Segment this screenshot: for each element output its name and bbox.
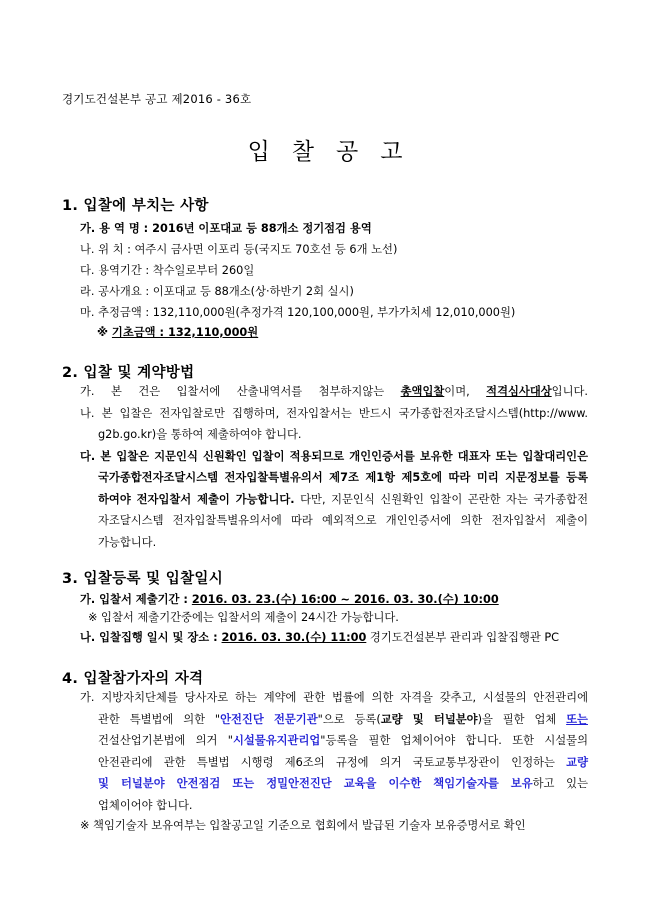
page-title: 입찰공고	[247, 139, 425, 165]
qualification-review: 적격심사대상	[486, 385, 552, 398]
qual-line-6: 업체이어야 합니다.	[98, 798, 193, 812]
method-da-2: 국가종합전자조달시스템 전자입찰특별유의서 제7조 제1항 제5호에 따라 미리 지문정보를 등록	[98, 471, 588, 484]
notice-number: 경기도건설본부 공고 제2016 - 36호	[62, 92, 252, 106]
submit-note: ※ 입찰서 제출기간중에는 입찰서의 제출이 24시간 가능합니다.	[88, 611, 399, 624]
qual-line-3: 건설산업기본법에 의거 "시설물유지관리업"등록을 필한 업체이어야 합니다. 또한 시설물의	[98, 734, 588, 747]
service-location: 나. 위 치 : 여주시 금사면 이포리 등(국지도 70호선 등 6개 노선)	[80, 243, 398, 256]
qual-line-1: 가. 지방자치단체를 당사자로 하는 계약에 관한 법률에 의한 자격을 갖추고, 시설물의 안전관리에	[80, 691, 588, 704]
engineer-requirement: 및 터널분야 안전점검 또는 정밀안전진단 교육을 이수한 책임기술자를 보유	[98, 777, 533, 790]
method-da-1: 다. 본 입찰은 지문인식 신원확인 입찰이 적용되므로 개인인증서를 보유한 대표자 또는 입찰대리인은	[80, 449, 588, 463]
estimated-price: 마. 추정금액 : 132,110,000원(추정가격 120,100,000원, 부가가치세 12,010,000원)	[80, 306, 516, 319]
section2-body	[80, 381, 588, 553]
facility-maintenance: 시설물유지관리업	[232, 734, 321, 747]
base-price-line	[97, 325, 258, 340]
service-period: 다. 용역기간 : 착수일로부터 260일	[80, 264, 255, 277]
section4-heading: 4. 입찰참가자의 자격	[62, 671, 204, 687]
work-overview: 라. 공사개요 : 이포대교 등 88개소(상·하반기 2회 실시)	[80, 285, 354, 298]
qual-note: ※ 책임기술자 보유여부는 입찰공고일 기준으로 협회에서 발급된 기술자 보유증명서로 확인	[80, 819, 526, 832]
base-price: 기초금액 : 132,110,000원	[111, 326, 259, 339]
method-ga: 가. 본 건은 입찰서에 산출내역서를 첨부하지않는 총액입찰이며, 적격심사대상입니다.	[80, 385, 588, 398]
service-name: 가. 용 역 명 : 2016년 이포대교 등 88개소 정기점검 용역	[80, 222, 372, 235]
section3-heading: 3. 입찰등록 및 입찰일시	[62, 571, 224, 587]
method-na-1: 나. 본 입찰은 전자입찰로만 집행하며, 전자입찰서는 반드시 국가종합전자조달시스템(http://www.	[80, 406, 588, 420]
submit-period: 2016. 03. 23.(수) 16:00 ~ 2016. 03. 30.(수) 10:00	[191, 593, 499, 606]
qual-line-2: 관한 특별법에 의한 "안전진단 전문기관"으로 등록(교량 및 터널분야)을 필한 업체 또는	[98, 712, 588, 726]
bid-opening-place: 경기도건설본부 관리과 입찰집행관 PC	[366, 631, 560, 644]
method-da-5: 가능합니다.	[98, 535, 157, 549]
method-na-2: g2b.go.kr)을 통하여 제출하여야 합니다.	[98, 428, 302, 441]
bridge-tunnel-field: 교량 및 터널분야	[380, 712, 478, 726]
total-bid: 총액입찰	[400, 385, 445, 398]
bid-opening-time: 2016. 03. 30.(수) 11:00	[221, 631, 367, 644]
method-da-4: 자조달시스템 전자입찰특별유의서에 따라 예외적으로 개인인증서에 의한 전자입찰서 제출이	[98, 514, 588, 527]
qual-line-4: 안전관리에 관한 특별법 시행령 제6조의 규정에 의거 국토교통부장관이 인정하는 교량	[98, 755, 588, 769]
qual-line-5: 및 터널분야 안전점검 또는 정밀안전진단 교육을 이수한 책임기술자를 보유하고 있는	[98, 777, 588, 790]
submit-period-line: 가. 입찰서 제출기간 : 2016. 03. 23.(수) 16:00 ~ 2016. 03. 30.(수) 10:00	[80, 593, 499, 606]
method-da-3: 하여야 전자입찰서 제출이 가능합니다. 다만, 지문인식 신원확인 입찰이 곤란한 자는 국가종합전	[98, 492, 588, 506]
section4-body	[80, 687, 588, 816]
section1-heading: 1. 입찰에 부치는 사항	[62, 198, 209, 214]
bid-opening-line: 나. 입찰집행 일시 및 장소 : 2016. 03. 30.(수) 11:00 경기도건설본부 관리과 입찰집행관 PC	[80, 631, 560, 644]
section2-heading: 2. 입찰 및 계약방법	[62, 365, 195, 381]
note-mark: ※	[97, 326, 112, 339]
or-text: 또는	[566, 712, 588, 726]
diagnosis-agency: 안전진단 전문기관	[220, 712, 318, 726]
